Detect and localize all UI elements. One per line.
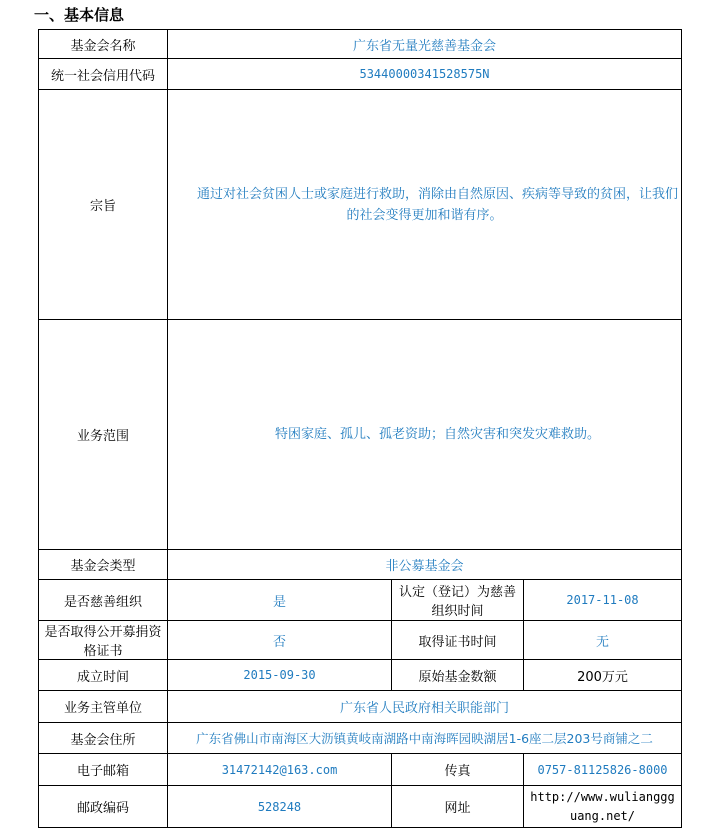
label-certificate-date: 取得证书时间 xyxy=(392,621,524,660)
value-established: 2015-09-30 xyxy=(168,660,392,691)
value-scope xyxy=(168,320,682,550)
label-name: 基金会名称 xyxy=(39,30,168,59)
value-purpose xyxy=(168,90,682,320)
row-postcode xyxy=(39,786,682,828)
label-scope: 业务范围 xyxy=(39,320,168,550)
label-website: 网址 xyxy=(392,786,524,828)
row-public-fundraising xyxy=(39,621,682,660)
label-established: 成立时间 xyxy=(39,660,168,691)
row-authority xyxy=(39,691,682,723)
basic-info-table xyxy=(38,29,682,828)
value-fax: 0757-81125826-8000 xyxy=(524,754,682,786)
row-name xyxy=(39,30,682,59)
label-charity: 是否慈善组织 xyxy=(39,580,168,621)
label-authority: 业务主管单位 xyxy=(39,691,168,723)
label-address: 基金会住所 xyxy=(39,723,168,754)
label-fax: 传真 xyxy=(392,754,524,786)
value-address: 广东省佛山市南海区大沥镇黄岐南湖路中南海晖园映湖居1-6座二层203号商铺之二 xyxy=(168,723,682,754)
row-email xyxy=(39,754,682,786)
value-initial-fund: 200万元 xyxy=(524,660,682,691)
value-type: 非公募基金会 xyxy=(168,550,682,580)
purpose-text: 通过对社会贫困人士或家庭进行救助，消除由自然原因、疾病等导致的贫困，让我们的社会变得更加和谐有序。 xyxy=(197,186,679,223)
row-credit-code xyxy=(39,59,682,90)
value-public-fundraising: 否 xyxy=(168,621,392,660)
value-charity-date: 2017-11-08 xyxy=(524,580,682,621)
label-initial-fund: 原始基金数额 xyxy=(392,660,524,691)
label-public-fundraising: 是否取得公开募捐资格证书 xyxy=(39,621,168,660)
row-purpose xyxy=(39,90,682,320)
value-authority: 广东省人民政府相关职能部门 xyxy=(168,691,682,723)
value-email: 31472142@163.com xyxy=(168,754,392,786)
scope-text: 特困家庭、孤儿、孤老资助；自然灾害和突发灾难救助。 xyxy=(275,427,601,442)
row-address xyxy=(39,723,682,754)
row-type xyxy=(39,550,682,580)
label-email: 电子邮箱 xyxy=(39,754,168,786)
row-scope xyxy=(39,320,682,550)
label-charity-date: 认定（登记）为慈善组织时间 xyxy=(392,580,524,621)
label-postcode: 邮政编码 xyxy=(39,786,168,828)
value-postcode: 528248 xyxy=(168,786,392,828)
value-certificate-date: 无 xyxy=(524,621,682,660)
value-name: 广东省无量光慈善基金会 xyxy=(168,30,682,59)
row-established xyxy=(39,660,682,691)
value-website[interactable]: http://www.wulianggguang.net/ xyxy=(524,786,682,828)
value-credit-code: 53440000341528575N xyxy=(168,59,682,90)
section-title: 一、基本信息 xyxy=(34,6,125,24)
row-charity xyxy=(39,580,682,621)
label-type: 基金会类型 xyxy=(39,550,168,580)
value-charity: 是 xyxy=(168,580,392,621)
label-credit-code: 统一社会信用代码 xyxy=(39,59,168,90)
label-purpose: 宗旨 xyxy=(39,90,168,320)
